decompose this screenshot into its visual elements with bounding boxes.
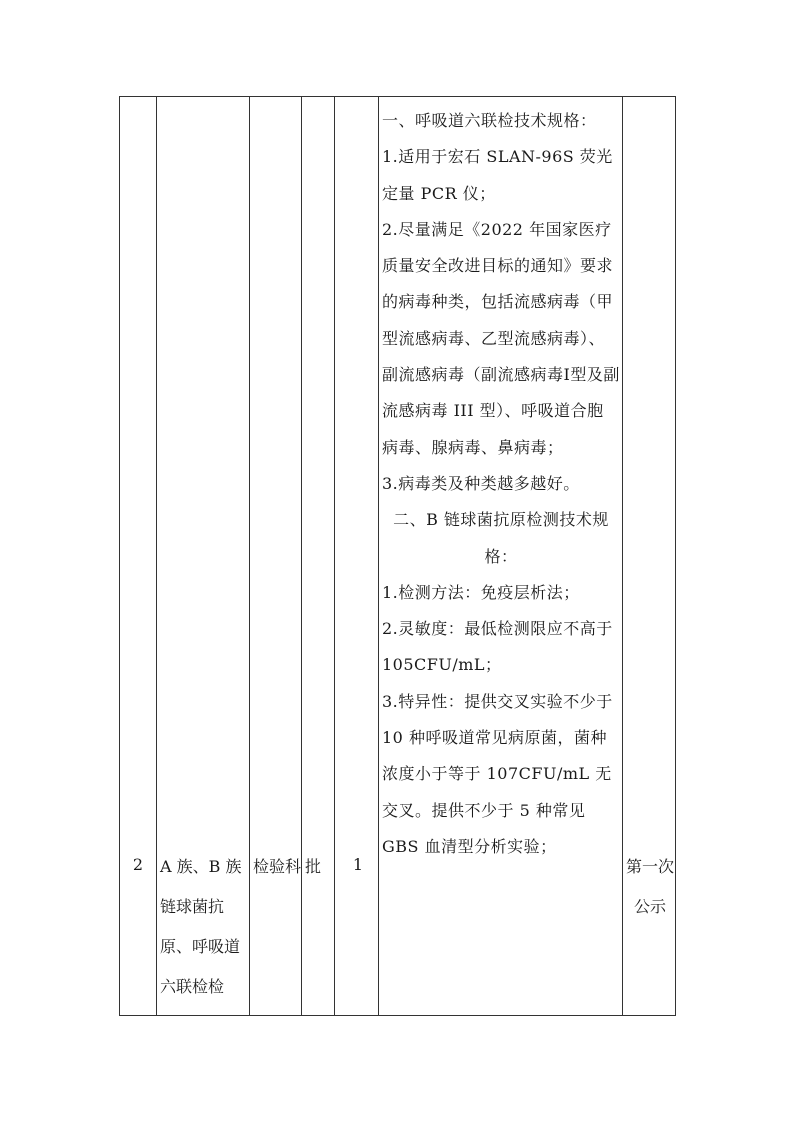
spec-item: 3.特异性：提供交叉实验不少于 10 种呼吸道常见病原菌，菌种浓度小于等于 107CFU/mL 无交叉。提供不少于 5 种常见 GBS 血清型分析实验；	[382, 691, 613, 856]
spec-item: 1.适用于宏石 SLAN-96S 荧光定量 PCR 仪；	[382, 147, 613, 203]
spec-table	[119, 96, 676, 1016]
unit: 批	[305, 857, 322, 876]
spec-item: 1.检测方法：免疫层析法；	[382, 582, 580, 602]
column-divider	[622, 97, 623, 1015]
technical-spec	[382, 103, 620, 865]
column-divider	[156, 97, 157, 1015]
spec-item: 2.灵敏度：最低检测限应不高于 105CFU/mL；	[382, 619, 613, 675]
remark: 第一次公示	[625, 857, 674, 916]
spec-item: 3.病毒类及种类越多越好。	[382, 473, 580, 493]
spec-item: 2.尽量满足《2022 年国家医疗质量安全改进目标的通知》要求的病毒种类，包括流感病毒（甲型流感病毒、乙型流感病毒）、副流感病毒（副流感病毒Ⅰ型及副流感病毒 III 型）、呼吸道合胞病毒、腺病毒、鼻病毒；	[382, 219, 620, 457]
item-name: A 族、B 族链球菌抗原、呼吸道六联检检	[160, 857, 242, 996]
column-divider	[249, 97, 250, 1015]
column-divider	[334, 97, 335, 1015]
spec-heading: 二、B 链球菌抗原检测技术规格：	[393, 510, 609, 566]
quantity: 1	[352, 855, 364, 874]
column-divider	[378, 97, 379, 1015]
row-number: 2	[132, 855, 144, 874]
column-divider	[301, 97, 302, 1015]
spec-heading: 一、呼吸道六联检技术规格：	[382, 111, 597, 130]
department: 检验科	[253, 857, 302, 876]
